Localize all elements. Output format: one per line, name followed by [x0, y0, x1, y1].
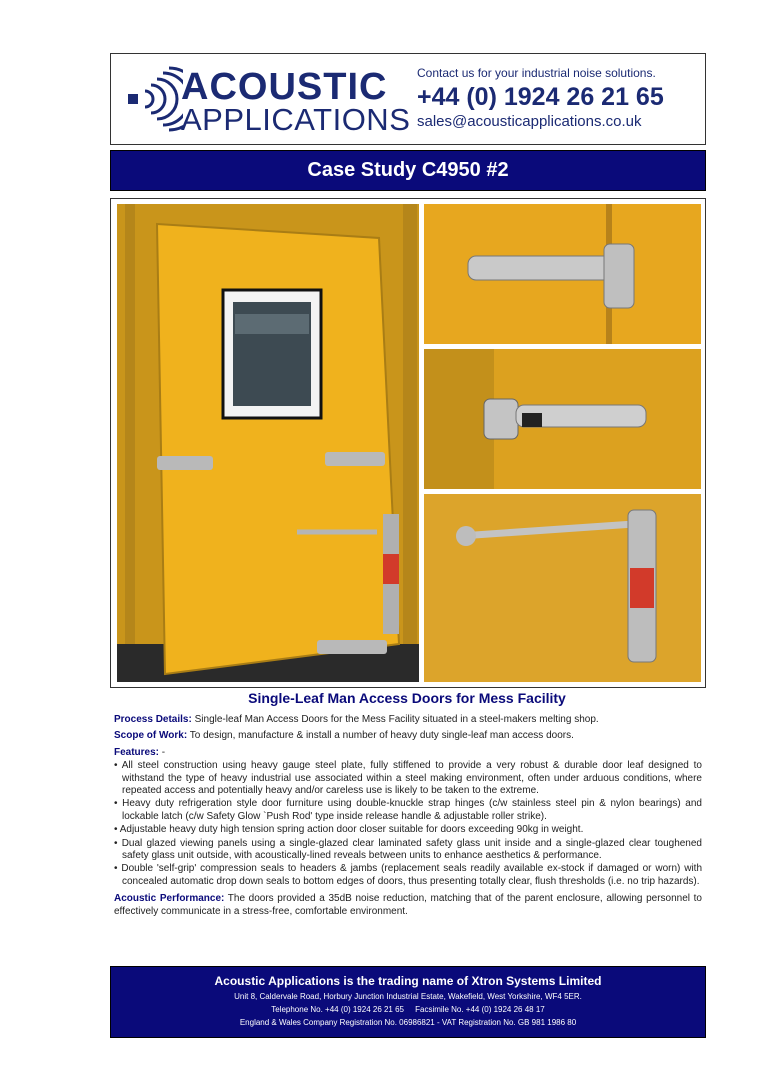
contact-email[interactable]: sales@acousticapplications.co.uk — [417, 113, 642, 130]
logo-wordmark-bottom: APPLICATIONS — [181, 102, 411, 137]
features-label-suffix: - — [159, 746, 166, 758]
process-details-label: Process Details: — [114, 714, 192, 725]
contact-tagline: Contact us for your industrial noise solutions. — [417, 66, 656, 80]
door-photo-main — [117, 204, 419, 682]
footer-bar — [110, 966, 706, 1038]
footer-phone-fax: Telephone No. +44 (0) 1924 26 21 65 Facsimile No. +44 (0) 1924 26 48 17 — [271, 1005, 545, 1014]
door-photo-hinge — [424, 204, 701, 344]
acoustic-performance-label: Acoustic Performance: — [114, 893, 225, 905]
scope-of-work — [114, 730, 702, 742]
footer-trading-name: Acoustic Applications is the trading name of Xtron Systems Limited — [214, 974, 602, 988]
contact-phone[interactable]: +44 (0) 1924 26 21 65 — [417, 83, 664, 111]
features-heading — [114, 747, 702, 759]
acoustic-performance-text: The doors provided a 35dB noise reduction, matching that of the parent enclosure, allowing personnel to effectively communicate in a stress-free, comfortable environment. — [114, 893, 702, 917]
case-study-title-bar — [110, 150, 706, 191]
contact-block — [417, 66, 701, 130]
scope-of-work-text: To design, manufacture & install a number of heavy duty single-leaf man access doors. — [189, 730, 574, 742]
case-study-title: Case Study C4950 #2 — [307, 159, 509, 181]
process-details-text: Single-leaf Man Access Doors for the Mess Facility situated in a steel-makers melting shop. — [194, 714, 599, 725]
section-title: Single-Leaf Man Access Doors for Mess Facility — [248, 690, 566, 706]
case-study-body — [114, 714, 702, 922]
process-details — [114, 714, 702, 726]
logo-wordmark-top: ACOUSTIC — [181, 66, 388, 108]
footer-address: Unit 8, Caldervale Road, Horbury Junction Industrial Estate, Wakefield, West Yorkshire, WF4 5ER. — [234, 992, 582, 1001]
features-label: Features: — [114, 746, 160, 758]
sound-wave-icon — [123, 64, 183, 134]
scope-of-work-label: Scope of Work: — [114, 730, 188, 742]
footer-registration: England & Wales Company Registration No. 06986821 - VAT Registration No. GB 981 1986 80 — [239, 1018, 577, 1027]
list-item: • Adjustable heavy duty high tension spring action door closer suitable for doors exceeding 90kg in weight. — [114, 824, 584, 836]
door-photo-latch — [424, 349, 701, 489]
company-logo — [123, 64, 411, 137]
door-photo-closer — [424, 494, 701, 682]
list-item: • All steel construction using heavy gauge steel plate, fully stiffened to provide a very robust & durable door leaf designed to withstand the type of heavy industrial use associated within a steel making environment, often under arduous conditions, where repeated access and potentially heavy and/or careless use is likely to be taken to the extreme. — [114, 760, 702, 797]
header-box — [110, 53, 706, 145]
photo-panel — [110, 198, 706, 688]
list-item: • Double 'self-grip' compression seals to headers & jambs (replacement seals readily available ex-stock if damaged or worn) with concealed automatic drop down seals to bottom edges of doors, thus presenting totally clear, flush thresholds (i.e. no trip hazards). — [114, 863, 702, 887]
list-item: • Dual glazed viewing panels using a single-glazed clear laminated safety glass unit inside and a single-glazed clear toughened safety glass unit outside, with acoustically-lined reveals between units to enhance aesthetics & performance. — [114, 837, 702, 862]
features-list — [114, 760, 702, 888]
acoustic-performance — [114, 893, 702, 918]
list-item: • Heavy duty refrigeration style door furniture using double-knuckle strap hinges (c/w stainless steel pin & nylon bearings) and lockable latch (c/w Safety Glow `Push Rod' type inside release handle & adjustable roller strike). — [114, 798, 702, 822]
